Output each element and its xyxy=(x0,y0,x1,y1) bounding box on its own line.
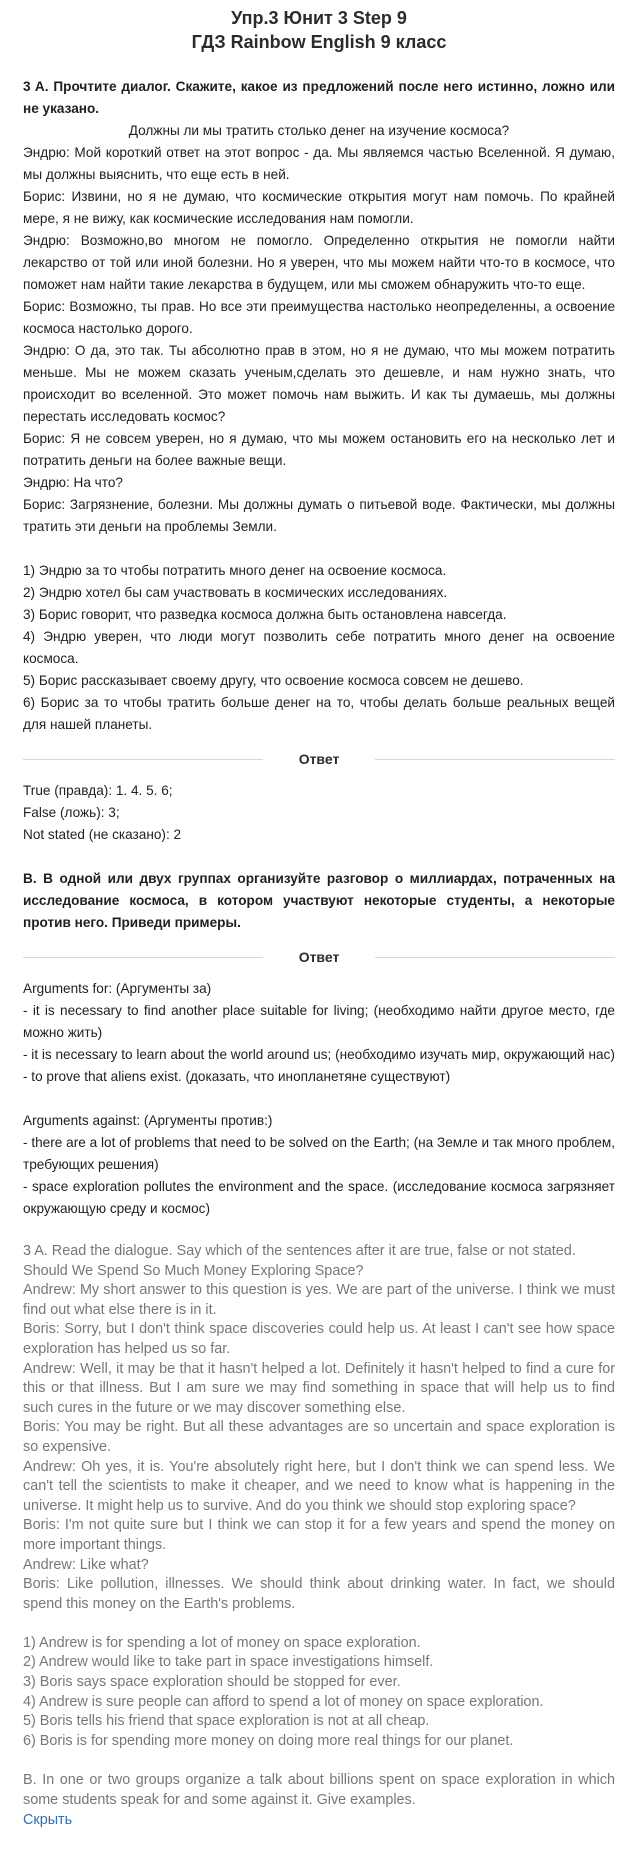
divider-line xyxy=(375,957,615,958)
original-dialog-line: Andrew: My short answer to this question is yes. We are part of the universe. I think we must find out what else there is in it. xyxy=(23,1282,615,1318)
original-dialog-line: Andrew: Well, it may be that it hasn't helped a lot. Definitely it hasn't helped to find a cure for this or that illness. But I am sure we may find something in space that will help us to find such cures in the future or we may discover something else. xyxy=(23,1360,615,1416)
answer-line: True (правда): 1. 4. 5. 6; xyxy=(23,783,173,798)
dialog-line: Эндрю: Возможно,во многом не помогло. Определенно открытия не помогли найти лекарство от той или иной болезни. Но я уверен, что мы можем найти что-то в космосе, что поможет нам найти такие лекарства в будущем, или мы сможем обнаружить что-то еще. xyxy=(23,233,615,292)
answer-line: Not stated (не сказано): 2 xyxy=(23,827,182,842)
hide-link[interactable]: Скрыть xyxy=(23,1812,73,1829)
original-statement: 2) Andrew would like to take part in space investigations himself. xyxy=(23,1654,434,1671)
arguments-against-title: Arguments against: (Аргументы против:) xyxy=(23,1113,273,1128)
task-a-section xyxy=(23,76,615,846)
dialog-line: Борис: Я не совсем уверен, но я думаю, что мы можем остановить его на несколько лет и потратить деньги на более важные вещи. xyxy=(23,431,615,468)
dialog-line: Эндрю: На что? xyxy=(23,475,123,490)
answer-label: Ответ xyxy=(298,751,340,767)
title-line-1: Упр.3 Юнит 3 Step 9 xyxy=(231,8,407,28)
divider-line xyxy=(23,759,263,760)
answer-line: False (ложь): 3; xyxy=(23,805,120,820)
statement: 4) Эндрю уверен, что люди могут позволить себе потратить много денег на освоение космоса. xyxy=(23,629,615,666)
argument-item: - space exploration pollutes the environment and the space. (исследование космоса загрязняет окружающую среду и космос) xyxy=(23,1179,615,1216)
arguments-for-title: Arguments for: (Аргументы за) xyxy=(23,981,212,996)
page-title xyxy=(23,0,615,54)
spacer xyxy=(23,1614,615,1634)
original-dialog-line: Boris: I'm not quite sure but I think we can stop it for a few years and spend the money on more important things. xyxy=(23,1517,615,1553)
original-statement: 5) Boris tells his friend that space exploration is not at all cheap. xyxy=(23,1713,430,1730)
dialog-title: Должны ли мы тратить столько денег на изучение космоса? xyxy=(128,123,510,138)
original-dialog-line: Boris: Sorry, but I don't think space discoveries could help us. At least I can't see how space exploration has helped us so far. xyxy=(23,1321,615,1357)
dialog-line: Борис: Загрязнение, болезни. Мы должны думать о питьевой воде. Фактически, мы должны тратить эти деньги на проблемы Земли. xyxy=(23,497,615,534)
statement: 2) Эндрю хотел бы сам участвовать в космических исследованиях. xyxy=(23,585,448,600)
original-text-section xyxy=(23,1242,615,1831)
original-statement: 1) Andrew is for spending a lot of money on space exploration. xyxy=(23,1634,421,1651)
dialog-line: Борис: Возможно, ты прав. Но все эти преимущества настолько неопределенны, а освоение космоса настолько дорого. xyxy=(23,299,615,336)
original-dialog-title: Should We Spend So Much Money Exploring Space? xyxy=(23,1262,364,1279)
title-line-2: ГДЗ Rainbow English 9 класс xyxy=(191,32,447,52)
statement: 6) Борис за то чтобы тратить больше денег на то, чтобы делать больше реальных вещей для нашей планеты. xyxy=(23,695,615,732)
spacer xyxy=(23,538,615,560)
answer-divider xyxy=(23,946,615,968)
original-dialog-line: Boris: Like pollution, illnesses. We should think about drinking water. In fact, we should spend this money on the Earth's problems. xyxy=(23,1576,615,1612)
task-b-heading: B. В одной или двух группах организуйте разговор о миллиардах, потраченных на исследование космоса, в котором участвуют некоторые студенты, а некоторые против него. Приведи примеры. xyxy=(23,871,615,930)
original-dialog-line: Andrew: Like what? xyxy=(23,1556,149,1573)
statement: 3) Борис говорит, что разведка космоса должна быть остановлена навсегда. xyxy=(23,607,507,622)
spacer xyxy=(23,1088,615,1110)
statement: 5) Борис рассказывает своему другу, что освоение космоса совсем не дешево. xyxy=(23,673,524,688)
spacer xyxy=(23,1751,615,1771)
original-statement: 3) Boris says space exploration should be stopped for ever. xyxy=(23,1674,401,1691)
argument-item: - there are a lot of problems that need to be solved on the Earth; (на Земле и так много проблем, требующих решения) xyxy=(23,1135,615,1172)
argument-item: - it is necessary to find another place suitable for living; (необходимо найти другое место, где можно жить) xyxy=(23,1003,615,1040)
dialog-line: Борис: Извини, но я не думаю, что космические открытия могут нам помочь. По крайней мере, я не вижу, как космические исследования нам помогли. xyxy=(23,189,615,226)
original-statement: 6) Boris is for spending more money on doing more real things for our planet. xyxy=(23,1732,514,1749)
answer-label: Ответ xyxy=(298,949,340,965)
task-b-section xyxy=(23,868,615,1220)
original-dialog-line: Boris: You may be right. But all these advantages are so uncertain and space exploration is so expensive. xyxy=(23,1419,615,1455)
divider-line xyxy=(23,957,263,958)
dialog-line: Эндрю: Мой короткий ответ на этот вопрос - да. Мы являемся частью Вселенной. Я думаю, мы должны выяснить, что еще есть в ней. xyxy=(23,145,615,182)
task-a-heading: 3 A. Прочтите диалог. Скажите, какое из предложений после него истинно, ложно или не указано. xyxy=(23,79,615,116)
original-statement: 4) Andrew is sure people can afford to spend a lot of money on space exploration. xyxy=(23,1693,544,1710)
statement: 1) Эндрю за то чтобы потратить много денег на освоение космоса. xyxy=(23,563,447,578)
argument-item: - it is necessary to learn about the world around us; (необходимо изучать мир, окружающий нас) xyxy=(23,1047,615,1062)
divider-line xyxy=(375,759,615,760)
argument-item: - to prove that aliens exist. (доказать, что инопланетяне существуют) xyxy=(23,1069,451,1084)
original-dialog-line: Andrew: Oh yes, it is. You're absolutely right here, but I don't think we can spend less. We can't tell the scientists to make it cheaper, and we need to know what is happening in the universe. It might help us to survive. And do you think we should stop exploring space? xyxy=(23,1458,615,1514)
original-task-b: B. In one or two groups organize a talk about billions spent on space exploration in which some students speak for and some against it. Give examples. xyxy=(23,1772,615,1808)
answer-divider xyxy=(23,748,615,770)
original-heading: 3 A. Read the dialogue. Say which of the sentences after it are true, false or not stated. xyxy=(23,1243,576,1259)
dialog-line: Эндрю: О да, это так. Ты абсолютно прав в этом, но я не думаю, что мы можем потратить меньше. Мы не можем сказать ученым,сделать это дешевле, и нам нужно знать, что происходит во вселенной. Это может помочь нам выжить. И как ты думаешь, мы должны перестать исследовать космос? xyxy=(23,343,615,424)
